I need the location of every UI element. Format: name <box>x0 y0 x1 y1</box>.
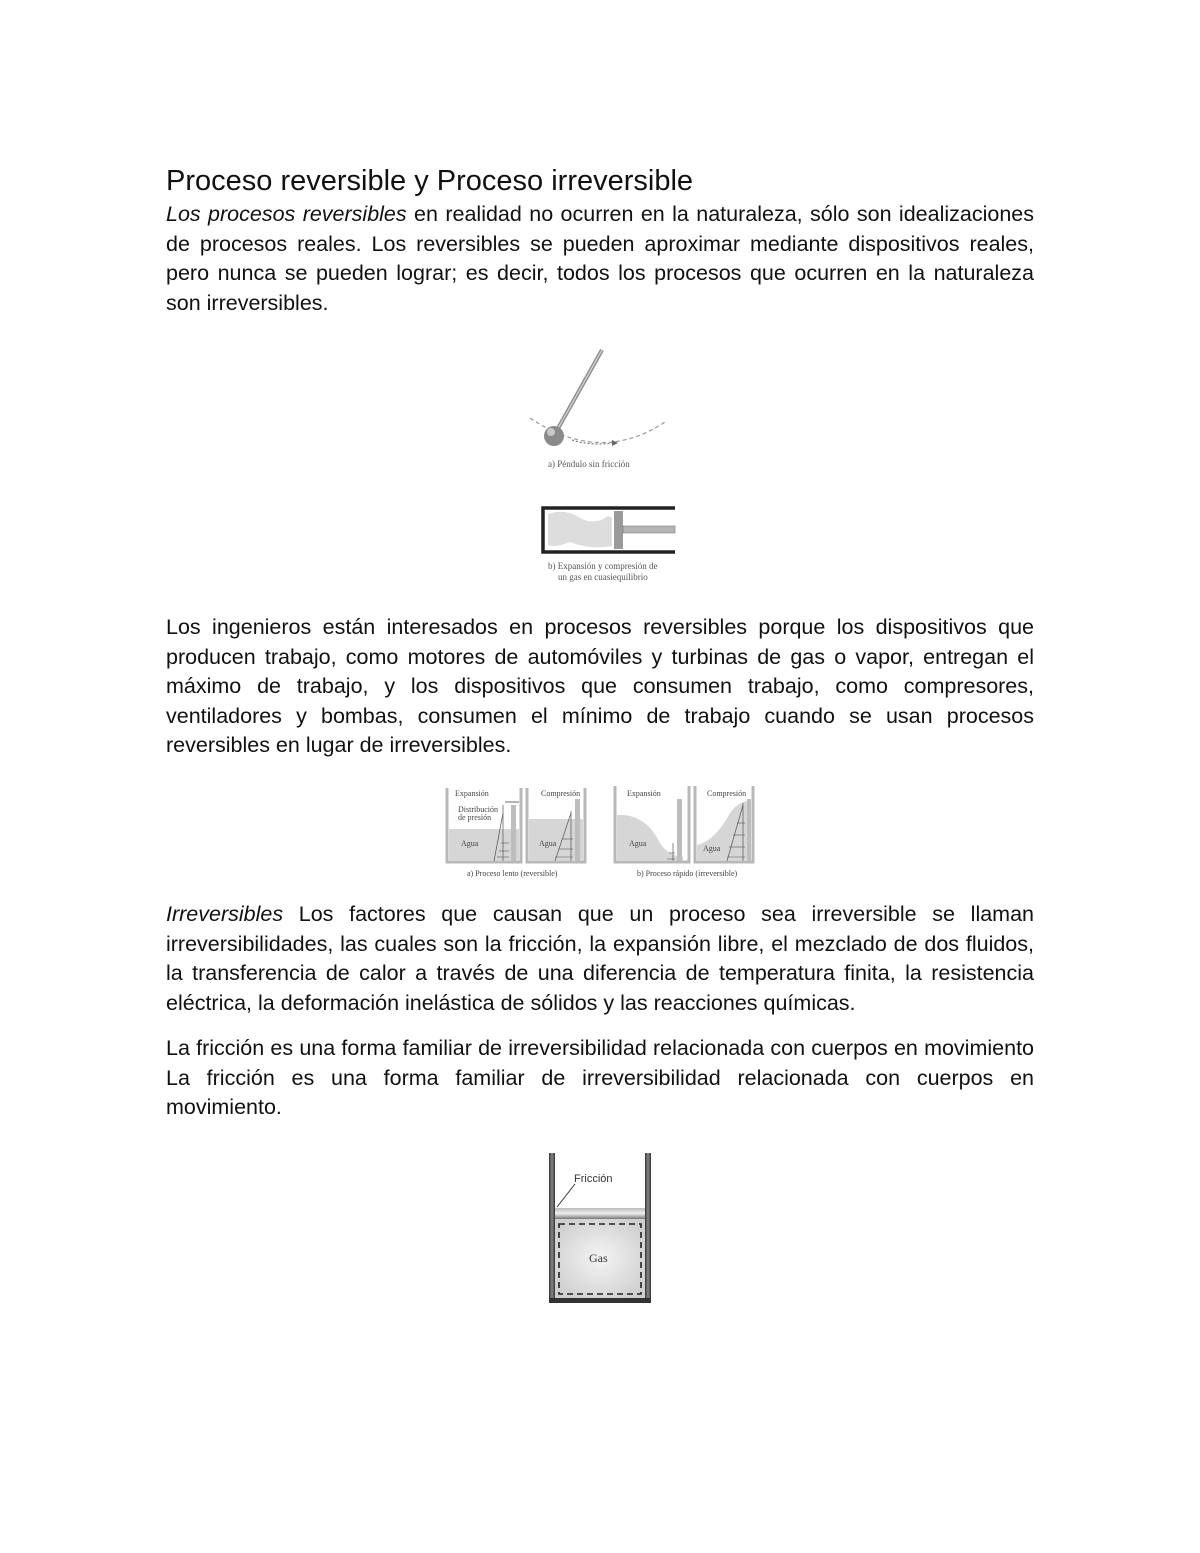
panel-slow-expansion <box>447 788 521 862</box>
caption-gas-2: un gas en cuasiequilibrio <box>558 572 648 582</box>
figure-slow-fast-process <box>445 783 757 881</box>
label-compresion-b: Compresión <box>707 789 747 798</box>
label-expansion-a: Expansión <box>455 789 489 798</box>
piston-head <box>614 511 623 549</box>
piston-rod <box>623 526 675 533</box>
label-expansion-b: Expansión <box>627 789 661 798</box>
panel-fast-compression <box>695 786 753 862</box>
cylinder-right-wall <box>645 1153 651 1303</box>
label-agua-a1: Agua <box>461 839 479 848</box>
friction-pointer <box>557 1184 575 1207</box>
piston <box>555 1208 645 1219</box>
caption-fast-process: b) Proceso rápido (irreversible) <box>637 869 738 878</box>
label-distribucion-2: de presión <box>458 813 492 822</box>
page-title: Proceso reversible y Proceso irreversible <box>166 165 694 197</box>
label-agua-b2: Agua <box>703 844 721 853</box>
figure-piston-friction <box>545 1150 655 1305</box>
paragraph-reversible-intro <box>166 200 1034 318</box>
caption-pendulum: a) Péndulo sin fricción <box>548 459 630 469</box>
emphasis-irreversibles: Irreversibles <box>166 902 284 926</box>
label-gas: Gas <box>589 1251 608 1265</box>
paragraph-irreversibles <box>166 900 1034 1018</box>
label-distribucion-1: Distribución <box>458 805 498 814</box>
figure-pendulum-and-piston <box>520 340 690 590</box>
paragraph-engineers: Los ingenieros están interesados en procesos reversibles porque los dispositivos que producen trabajo, como motores de automóviles y turbinas de gas o vapor, entregan el máximo de trabajo, y los dispositivos que consumen trabajo, como compresores, ventiladores y bombas, consumen el mínimo de trabajo cuando se usan procesos reversibles en lugar de irreversibles. <box>166 615 1034 757</box>
caption-slow-process: a) Proceso lento (reversible) <box>467 869 558 878</box>
motion-arrow <box>572 440 612 444</box>
label-friccion: Fricción <box>574 1173 613 1185</box>
caption-gas-1: b) Expansión y compresión de <box>548 561 658 571</box>
emphasis-reversible: Los procesos reversibles <box>166 202 407 226</box>
paragraph-text: Los factores que causan que un proceso sea irreversible se llaman irreversibilidades, las cuales son la fricción, la expansión libre, el mezclado de dos fluidos, la transferencia de calor a través de una diferencia de temperatura finita, la resistencia eléctrica, la deformación inelástica de sólidos y las reacciones químicas. <box>166 902 1034 1015</box>
label-compresion-a: Compresión <box>541 789 581 798</box>
label-agua-a2: Agua <box>539 839 557 848</box>
label-agua-b1: Agua <box>629 839 647 848</box>
cylinder-base <box>549 1298 651 1303</box>
pendulum-bob <box>544 426 564 446</box>
paragraph-text: en realidad no ocurren en la naturaleza, sólo son idealizaciones de procesos reales. Los reversibles se pueden aproximar mediante dispositivos reales, pero nunca se pueden lograr; es decir, todos los procesos que ocurren en la naturaleza son irreversibles. <box>166 202 1034 315</box>
panel-slow-compression <box>527 788 585 862</box>
cylinder-left-wall <box>549 1153 555 1303</box>
paragraph-friction: La fricción es una forma familiar de irreversibilidad relacionada con cuerpos en movimiento La fricción es una forma familiar de irreversibilidad relacionada con cuerpos en movimiento. <box>166 1036 1034 1119</box>
panel-fast-expansion <box>615 786 689 862</box>
